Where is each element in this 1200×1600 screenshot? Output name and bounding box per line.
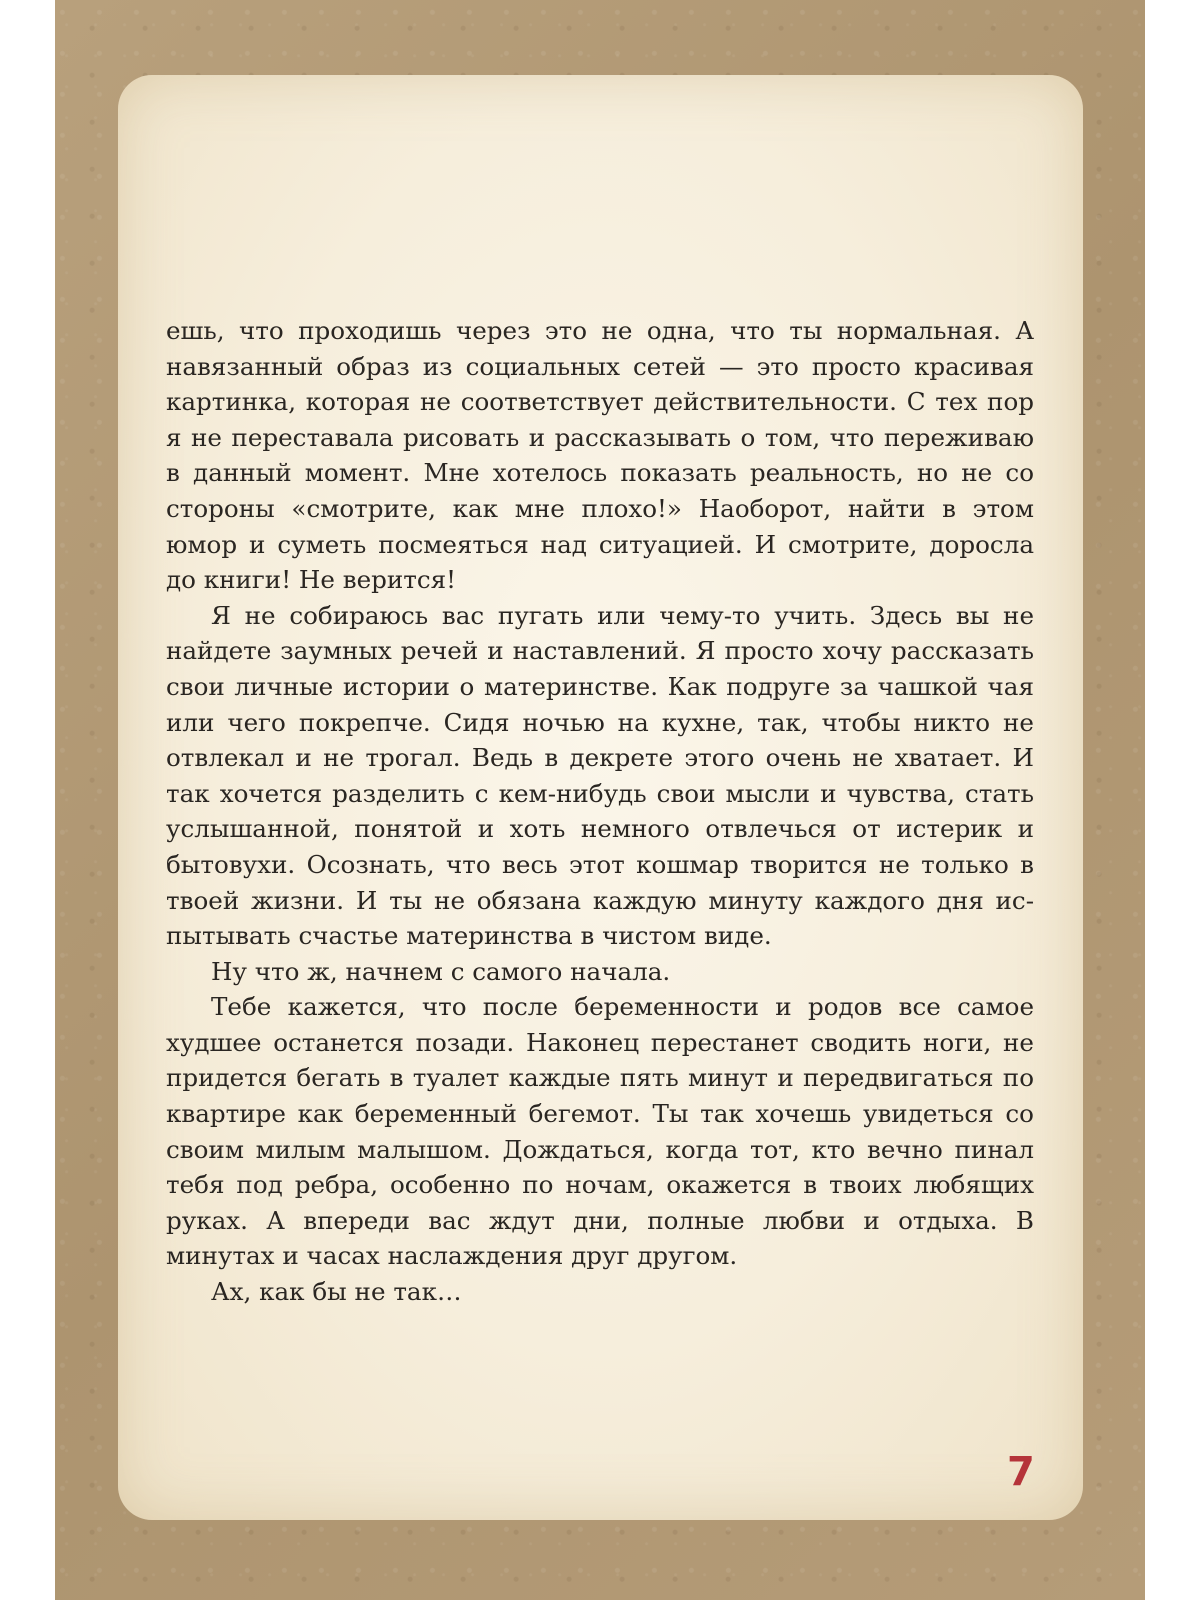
paragraph-1: ешь, что проходишь через это не одна, что ты нормальная. А навязанный образ из социальных сетей — это просто красивая картинка, которая не соответствует действительности. С тех пор я не переставала рисовать и рассказывать о том, что переживаю в данный момент. Мне хотелось показать реальность, но не со стороны «смотрите, как мне плохо!» Наоборот, найти в этом юмор и суметь посмеяться над ситуацией. И смотрите, доросла до книги! Не верится! [166, 316, 1034, 595]
page-background [55, 0, 1145, 1600]
page-number: 7 [1007, 1449, 1035, 1495]
paragraph-3: Ну что ж, начнем с самого начала. [211, 956, 671, 986]
paragraph-2: Я не собираюсь вас пугать или чему-то учить. Здесь вы не найдете заумных речей и наставлений. Я просто хочу рассказать свои личные истории о материнстве. Как подруге за чашкой чая или чего покрепче. Сидя ночью на кухне, так, чтобы никто не отвлекал и не трогал. Ведь в декрете этого очень не хватает. И так хочется разделить с кем-нибудь свои мысли и чувства, стать услышанной, понятой и хоть немного отвлечься от истерик и бытовухи. Осознать, что весь этот кошмар творится не только в твоей жизни. И ты не обязана каждую минуту каждого дня испытывать счастье материнства в чистом виде. [166, 600, 1034, 951]
text-card [118, 75, 1083, 1520]
body-text [166, 313, 1034, 1310]
paragraph-4: Тебе кажется, что после беременности и родов все самое худшее останется позади. Наконец перестанет сводить ноги, не придется бегать в туалет каждые пять минут и передвигаться по квартире как беременный бегемот. Ты так хочешь увидеться со своим милым малышом. Дождаться, когда тот, кто вечно пинал тебя под ребра, особенно по ночам, окажется в твоих любящих руках. А впереди вас ждут дни, полные любви и отдыха. В минутах и часах наслаждения друг другом. [166, 992, 1034, 1271]
paragraph-5: Ах, как бы не так… [211, 1277, 462, 1307]
